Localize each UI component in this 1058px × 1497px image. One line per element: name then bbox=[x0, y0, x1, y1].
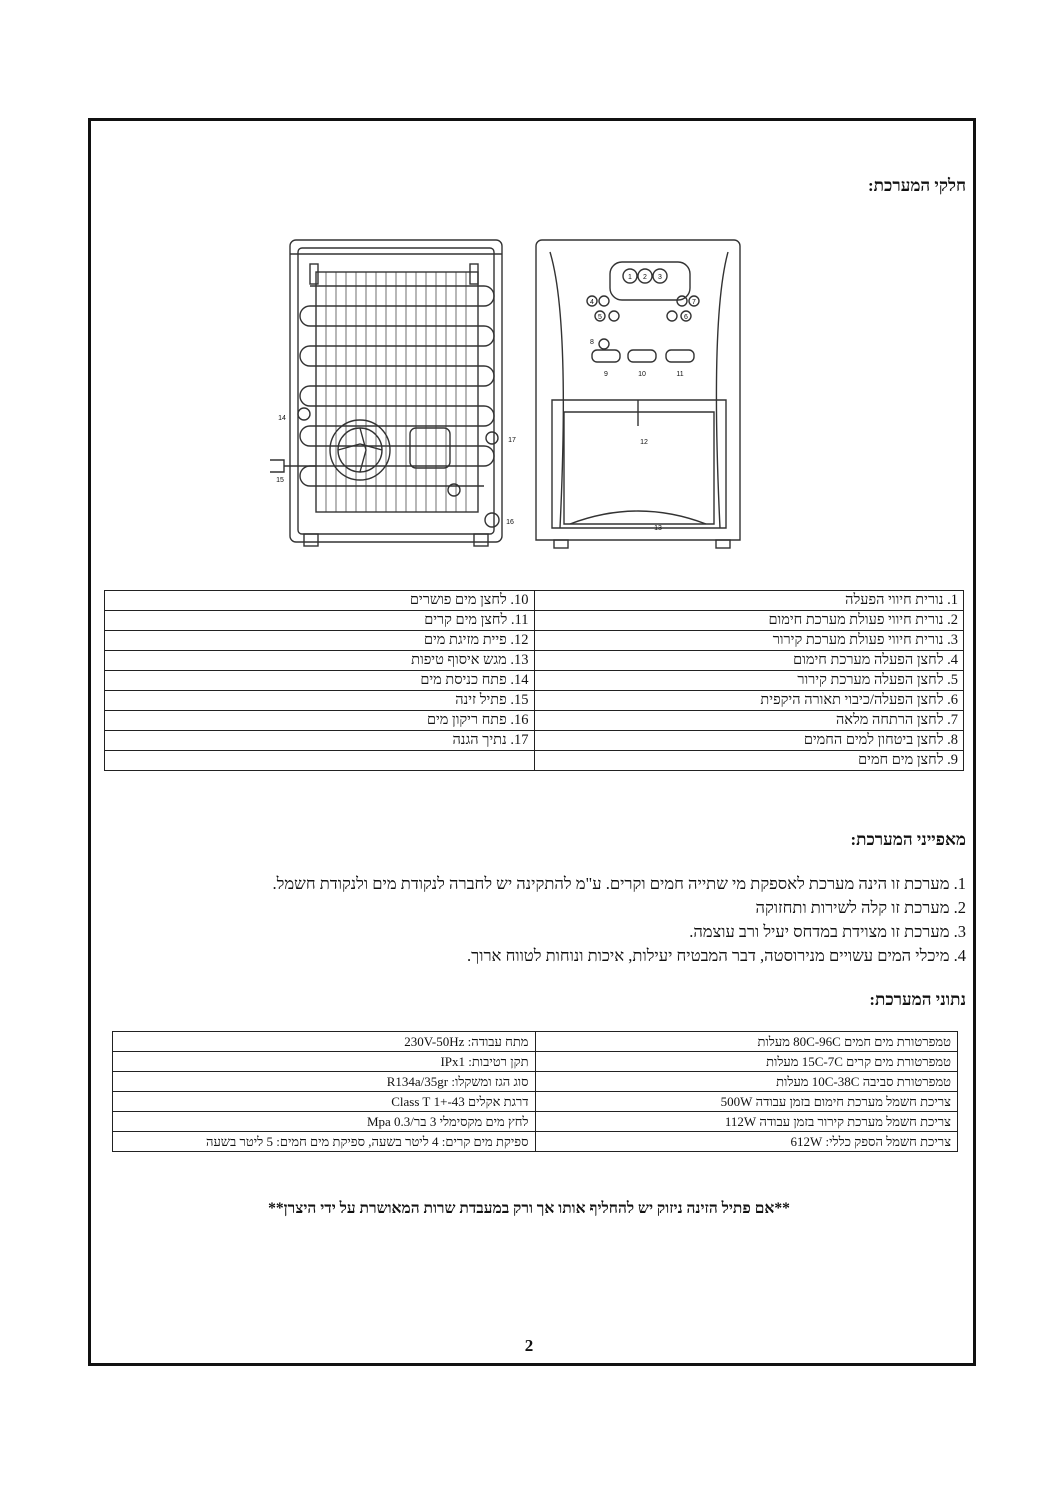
svg-text:12: 12 bbox=[640, 439, 648, 446]
table-row bbox=[113, 1032, 958, 1052]
table-row bbox=[113, 1052, 958, 1072]
page-number: 2 bbox=[524, 1336, 534, 1355]
spec-cell: צריכת חשמל הספק כללי: 612W bbox=[535, 1132, 958, 1152]
svg-text:9: 9 bbox=[604, 371, 608, 378]
parts-cell: 10. לחצן מים פושרים bbox=[105, 591, 535, 611]
product-diagram bbox=[270, 228, 770, 558]
spec-cell: צריכת חשמל מערכת קירור בזמן עבודה 112W bbox=[535, 1112, 958, 1132]
spec-cell: טמפרטורת מים חמים 80C-96C מעלות bbox=[535, 1032, 958, 1052]
svg-text:3: 3 bbox=[658, 274, 662, 281]
heading-features: מאפייני המערכת: bbox=[850, 830, 966, 849]
svg-text:5: 5 bbox=[598, 314, 602, 321]
svg-text:2: 2 bbox=[643, 274, 647, 281]
table-row bbox=[105, 631, 964, 651]
feature-item: 1. מערכת זו הינה מערכת לאספקת מי שתייה חמים וקרים. ע"מ להתקינה יש לחברה לנקודת מים ולנקודת חשמל. bbox=[272, 874, 966, 893]
svg-text:14: 14 bbox=[278, 415, 286, 422]
feature-item: 4. מיכלי המים עשויים מנירוסטה, דבר המבטיח יעילות, איכות ונוחות לטווח ארוך. bbox=[467, 946, 966, 965]
spec-cell: טמפרטורת סביבה 10C-38C מעלות bbox=[535, 1072, 958, 1092]
svg-text:17: 17 bbox=[508, 437, 516, 444]
spec-cell: לחץ מים מקסימלי 3 בר/Mpa 0.3 bbox=[113, 1112, 536, 1132]
svg-text:1: 1 bbox=[628, 274, 632, 281]
parts-cell bbox=[105, 751, 535, 771]
table-row bbox=[105, 691, 964, 711]
parts-cell: 9. לחצן מים חמים bbox=[534, 751, 964, 771]
svg-text:7: 7 bbox=[692, 299, 696, 306]
parts-cell: 3. נורית חיווי פעולת מערכת קירור bbox=[534, 631, 964, 651]
parts-cell: 14. פתח כניסת מים bbox=[105, 671, 535, 691]
table-row bbox=[105, 711, 964, 731]
parts-cell: 4. לחצן הפעלה מערכת חימום bbox=[534, 651, 964, 671]
spec-cell: ספיקת מים קרים: 4 ליטר בשעה, ספיקת מים חמים: 5 ליטר בשעה bbox=[113, 1132, 536, 1152]
parts-cell: 5. לחצן הפעלה מערכת קירור bbox=[534, 671, 964, 691]
spec-cell: צריכת חשמל מערכת חימום בזמן עבודה 500W bbox=[535, 1092, 958, 1112]
svg-text:16: 16 bbox=[506, 519, 514, 526]
spec-cell: דרגת אקלים 43-+1 Class T bbox=[113, 1092, 536, 1112]
table-row bbox=[105, 751, 964, 771]
table-row bbox=[113, 1132, 958, 1152]
specs-table bbox=[112, 1031, 958, 1152]
spec-cell: מתח עבודה: 230V-50Hz bbox=[113, 1032, 536, 1052]
svg-text:10: 10 bbox=[638, 371, 646, 378]
svg-text:11: 11 bbox=[676, 371, 684, 378]
parts-cell: 7. לחצן הרתחה מלאה bbox=[534, 711, 964, 731]
parts-cell: 13. מגש איסוף טיפות bbox=[105, 651, 535, 671]
spec-cell: תקן רטיבות: IPx1 bbox=[113, 1052, 536, 1072]
svg-text:13: 13 bbox=[654, 525, 662, 532]
parts-cell: 6. לחצן הפעלה/כיבוי תאורה היקפית bbox=[534, 691, 964, 711]
svg-text:4: 4 bbox=[590, 299, 594, 306]
table-row bbox=[105, 591, 964, 611]
parts-cell: 11. לחצן מים קרים bbox=[105, 611, 535, 631]
spec-cell: סוג הגז ומשקלו: R134a/35gr bbox=[113, 1072, 536, 1092]
features-list bbox=[166, 872, 966, 968]
table-row bbox=[105, 611, 964, 631]
rear-view bbox=[270, 240, 502, 546]
spec-cell: טמפרטורת מים קרים 15C-7C מעלות bbox=[535, 1052, 958, 1072]
parts-cell: 12. פיית מזיגת מים bbox=[105, 631, 535, 651]
svg-text:8: 8 bbox=[590, 339, 594, 346]
parts-cell: 17. נתיך הגנה bbox=[105, 731, 535, 751]
feature-item: 2. מערכת זו קלה לשירות ותחזוקה bbox=[755, 898, 966, 917]
parts-cell: 15. פתיל זינה bbox=[105, 691, 535, 711]
heading-data: נתוני המערכת: bbox=[869, 990, 966, 1009]
parts-cell: 8. לחצן ביטחון למים החמים bbox=[534, 731, 964, 751]
table-row bbox=[113, 1092, 958, 1112]
warning-note: **אם פתיל הזינה ניזוק יש להחליף אותו אך ורק במעבדת שרות המאושרת על ידי היצרן** bbox=[268, 1200, 790, 1217]
parts-table bbox=[104, 590, 964, 771]
table-row bbox=[105, 731, 964, 751]
parts-cell: 1. נורית חיווי הפעלה bbox=[534, 591, 964, 611]
svg-text:15: 15 bbox=[276, 477, 284, 484]
feature-item: 3. מערכת זו מצוידת במדחס יעיל ורב עוצמה. bbox=[689, 922, 966, 941]
heading-parts: חלקי המערכת: bbox=[868, 176, 966, 195]
parts-cell: 16. פתח ריקון מים bbox=[105, 711, 535, 731]
table-row bbox=[105, 651, 964, 671]
table-row bbox=[113, 1072, 958, 1092]
svg-text:6: 6 bbox=[684, 314, 688, 321]
table-row bbox=[105, 671, 964, 691]
front-view bbox=[536, 240, 740, 548]
parts-cell: 2. נורית חיווי פעולת מערכת חימום bbox=[534, 611, 964, 631]
table-row bbox=[113, 1112, 958, 1132]
callout-numbers bbox=[276, 274, 696, 532]
